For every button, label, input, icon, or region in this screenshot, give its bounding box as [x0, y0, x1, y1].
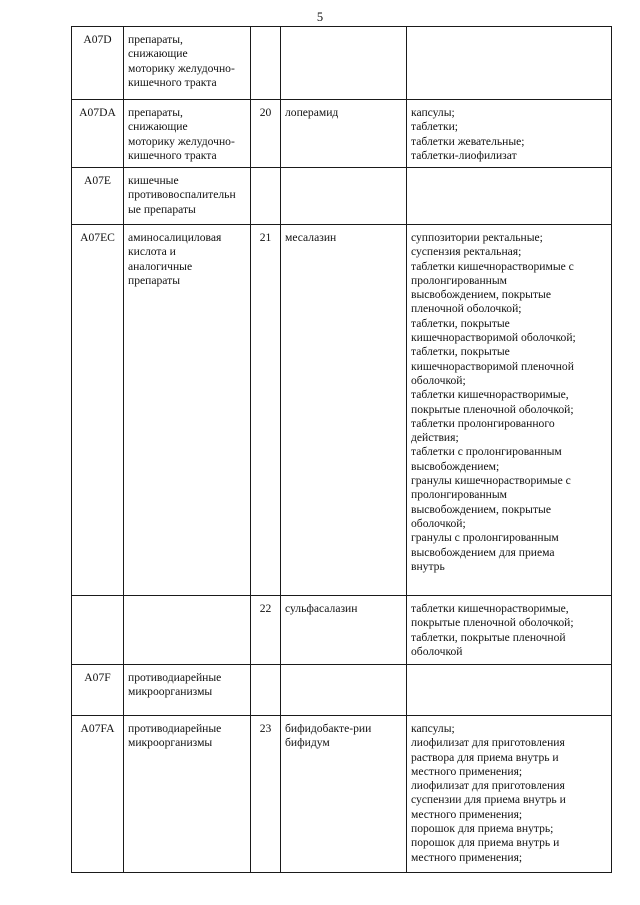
dosage-form-line: капсулы;	[411, 722, 455, 735]
dosage-form-line: капсулы;	[411, 106, 455, 119]
dosage-form-line: местного применения;	[411, 807, 523, 821]
group-name-line: противовоспалительн	[128, 188, 236, 202]
drug-name-cell	[281, 596, 407, 665]
item-number-cell: 21	[251, 225, 281, 596]
dosage-form-line: порошок для приема внутрь;	[411, 822, 554, 836]
group-name-line: микроорганизмы	[128, 736, 213, 750]
drug-table	[71, 26, 612, 873]
group-name-line: аминосалициловая	[128, 231, 222, 244]
dosage-form-line: раствора для приема внутрь и	[411, 750, 559, 764]
dosage-form-line: суспензии для приема внутрь и	[411, 793, 566, 807]
atc-code-cell: A07F	[72, 665, 124, 716]
dosage-form-line: суппозитории ректальные;	[411, 231, 543, 244]
atc-code-cell: A07EC	[72, 225, 124, 596]
item-number-cell: 23	[251, 716, 281, 873]
dosage-form-line: покрытые пленочной оболочкой;	[411, 402, 574, 416]
dosage-form-line: таблетки жевательные;	[411, 134, 525, 148]
drug-name-line: сульфасалазин	[285, 602, 358, 615]
group-name-line: аналогичные	[128, 259, 193, 273]
dosage-form-line: таблетки, покрытые	[411, 316, 510, 330]
drug-name-cell	[281, 665, 407, 716]
dosage-form-line: пролонгированным	[411, 273, 507, 287]
group-name-cell	[124, 168, 251, 225]
atc-code-cell: A07D	[72, 27, 124, 100]
group-name-cell	[124, 716, 251, 873]
dosage-form-line: местного применения;	[411, 850, 523, 864]
dosage-form-cell	[407, 168, 612, 225]
group-name-line: микроорганизмы	[128, 685, 213, 699]
dosage-form-line: высвобождением для приема	[411, 545, 555, 559]
dosage-form-line: гранулы кишечнорастворимые с	[411, 474, 571, 488]
drug-name-line: лоперамид	[285, 106, 339, 119]
group-name-line: кишечного тракта	[128, 148, 217, 162]
group-name-line: снижающие	[128, 120, 188, 134]
dosage-form-line: высвобождением;	[411, 459, 500, 473]
table-row	[72, 225, 612, 596]
table-row	[72, 168, 612, 225]
group-name-cell	[124, 27, 251, 100]
dosage-form-line: действия;	[411, 431, 459, 445]
table-body	[72, 27, 612, 873]
dosage-form-cell	[407, 716, 612, 873]
item-number-cell: 22	[251, 596, 281, 665]
dosage-form-line: оболочкой	[411, 644, 463, 658]
group-name-line: ые препараты	[128, 202, 196, 216]
dosage-form-line: лиофилизат для приготовления	[411, 779, 565, 793]
group-name-line: моторику желудочно-	[128, 61, 235, 75]
dosage-form-line: оболочкой;	[411, 373, 466, 387]
group-name-cell	[124, 665, 251, 716]
atc-code-cell: A07FA	[72, 716, 124, 873]
table-row	[72, 716, 612, 873]
dosage-form-line: пленочной оболочкой;	[411, 302, 522, 316]
drug-name-line: бифидобакте-рии	[285, 722, 372, 735]
atc-code-cell: A07DA	[72, 100, 124, 168]
group-name-line: противодиарейные	[128, 722, 222, 735]
dosage-form-line: таблетки кишечнорастворимые,	[411, 602, 569, 615]
group-name-line: кишечные	[128, 174, 179, 187]
group-name-line: препараты	[128, 273, 180, 287]
dosage-form-line: таблетки пролонгированного	[411, 416, 555, 430]
item-number-cell	[251, 168, 281, 225]
dosage-form-line: таблетки, покрытые	[411, 345, 510, 359]
dosage-form-line: пролонгированным	[411, 488, 507, 502]
group-name-cell	[124, 596, 251, 665]
dosage-form-line: гранулы с пролонгированным	[411, 531, 559, 545]
dosage-form-line: таблетки кишечнорастворимые,	[411, 388, 569, 402]
dosage-form-line: таблетки кишечнорастворимые с	[411, 259, 574, 273]
item-number-cell	[251, 665, 281, 716]
dosage-form-line: высвобождением, покрытые	[411, 502, 551, 516]
dosage-form-line: таблетки;	[411, 120, 459, 134]
drug-name-line: месалазин	[285, 231, 337, 244]
table-row	[72, 27, 612, 100]
group-name-line: кислота и	[128, 245, 176, 259]
drug-name-cell	[281, 100, 407, 168]
dosage-form-line: лиофилизат для приготовления	[411, 736, 565, 750]
page-number: 5	[316, 10, 324, 24]
dosage-form-cell	[407, 225, 612, 596]
table-row	[72, 665, 612, 716]
drug-name-cell	[281, 168, 407, 225]
dosage-form-line: суспензия ректальная;	[411, 245, 522, 259]
dosage-form-cell	[407, 100, 612, 168]
dosage-form-line: местного применения;	[411, 764, 523, 778]
atc-code-cell: A07E	[72, 168, 124, 225]
item-number-cell	[251, 27, 281, 100]
dosage-form-line: порошок для приема внутрь и	[411, 836, 560, 850]
table-row	[72, 100, 612, 168]
drug-name-cell	[281, 716, 407, 873]
dosage-form-cell	[407, 596, 612, 665]
dosage-form-line: внутрь	[411, 559, 445, 573]
dosage-form-cell	[407, 27, 612, 100]
drug-name-cell	[281, 225, 407, 596]
dosage-form-line: покрытые пленочной оболочкой;	[411, 616, 574, 630]
group-name-line: противодиарейные	[128, 671, 222, 684]
group-name-line: препараты,	[128, 33, 183, 46]
group-name-cell	[124, 225, 251, 596]
dosage-form-line: кишечнорастворимой оболочкой;	[411, 331, 576, 345]
dosage-form-cell	[407, 665, 612, 716]
group-name-cell	[124, 100, 251, 168]
drug-name-cell	[281, 27, 407, 100]
group-name-line: снижающие	[128, 47, 188, 61]
atc-code-cell	[72, 596, 124, 665]
dosage-form-line: таблетки, покрытые пленочной	[411, 630, 566, 644]
dosage-form-line: оболочкой;	[411, 516, 466, 530]
dosage-form-line: таблетки-лиофилизат	[411, 148, 517, 162]
dosage-form-line: высвобождением, покрытые	[411, 288, 551, 302]
table-row	[72, 596, 612, 665]
item-number-cell: 20	[251, 100, 281, 168]
drug-name-line: бифидум	[285, 736, 330, 750]
dosage-form-line: таблетки с пролонгированным	[411, 445, 562, 459]
group-name-line: моторику желудочно-	[128, 134, 235, 148]
group-name-line: кишечного тракта	[128, 75, 217, 89]
dosage-form-line: кишечнорастворимой пленочной	[411, 359, 574, 373]
group-name-line: препараты,	[128, 106, 183, 119]
